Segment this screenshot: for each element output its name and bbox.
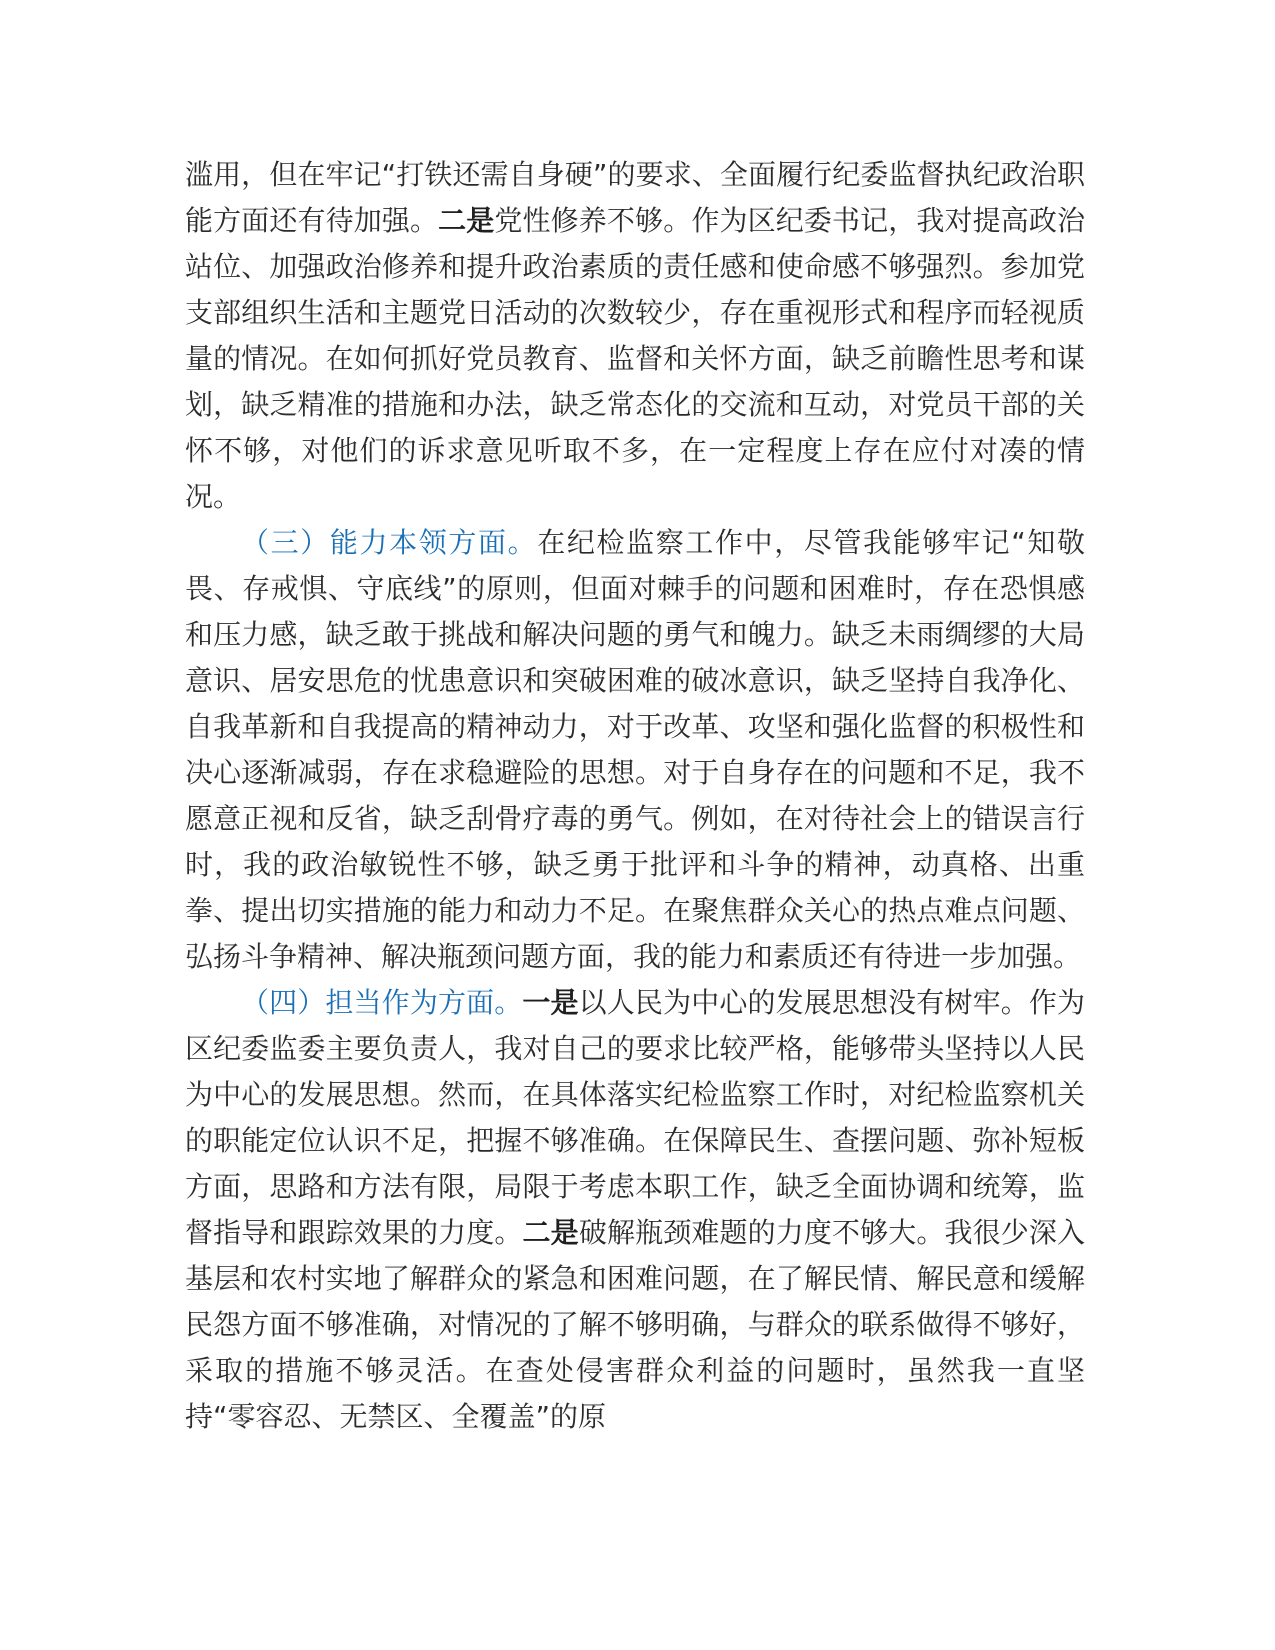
paragraph-ability bbox=[185, 520, 1085, 980]
paragraph-text: 以人民为中心的发展思想没有树牢。作为区纪委监委主要负责人，我对自己的要求比较严格，能够带头坚持以人民为中心的发展思想。然而，在具体落实纪检监察工作时，对纪检监察机关的职能定位认识不足，把握不够准确。在保障民生、查摆问题、弥补短板方面，思路和方法有限，局限于考虑本职工作，缺乏全面协调和统筹，监督指导和跟踪效果的力度。 bbox=[185, 986, 1085, 1249]
paragraph-text: 党性修养不够。作为区纪委书记，我对提高政治站位、加强政治修养和提升政治素质的责任感和使命感不够强烈。参加党支部组织生活和主题党日活动的次数较少，存在重视形式和程序而轻视质量的情况。在如何抓好党员教育、监督和关怀方面，缺乏前瞻性思考和谋划，缺乏精准的措施和办法，缺乏常态化的交流和互动，对党员干部的关怀不够，对他们的诉求意见听取不多，在一定程度上存在应付对凑的情况。 bbox=[185, 204, 1085, 513]
ordinal-marker: 二是 bbox=[438, 204, 495, 237]
paragraph-responsibility bbox=[185, 980, 1085, 1440]
document-body bbox=[185, 152, 1085, 1440]
ordinal-marker: 一是 bbox=[522, 986, 579, 1019]
paragraph-text: 在纪检监察工作中，尽管我能够牢记“知敬畏、存戒惧、守底线”的原则，但面对棘手的问题和困难时，存在恐惧感和压力感，缺乏敢于挑战和解决问题的勇气和魄力。缺乏未雨绸缪的大局意识、居安思危的忧患意识和突破困难的破冰意识，缺乏坚持自我净化、自我革新和自我提高的精神动力，对于改革、攻坚和强化监督的积极性和决心逐渐减弱，存在求稳避险的思想。对于自身存在的问题和不足，我不愿意正视和反省，缺乏刮骨疗毒的勇气。例如，在对待社会上的错误言行时，我的政治敏锐性不够，缺乏勇于批评和斗争的精神，动真格、出重拳、提出切实措施的能力和动力不足。在聚焦群众关心的热点难点问题、弘扬斗争精神、解决瓶颈问题方面，我的能力和素质还有待进一步加强。 bbox=[185, 526, 1085, 973]
ordinal-marker: 二是 bbox=[522, 1216, 579, 1249]
paragraph-text: 破解瓶颈难题的力度不够大。我很少深入基层和农村实地了解群众的紧急和困难问题，在了解民情、解民意和缓解民怨方面不够准确，对情况的了解不够明确，与群众的联系做得不够好，采取的措施不够灵活。在查处侵害群众利益的问题时，虽然我一直坚持“零容忍、无禁区、全覆盖”的原 bbox=[185, 1216, 1085, 1433]
section-heading-responsibility: （四）担当作为方面。 bbox=[241, 986, 523, 1019]
paragraph-text: 滥用，但在牢记“打铁还需自身硬”的要求、全面履行纪委监督执纪政治职能方面还有待加强。 bbox=[185, 158, 1085, 237]
paragraph-party-spirit bbox=[185, 152, 1085, 520]
section-heading-ability: （三）能力本领方面。 bbox=[241, 526, 538, 559]
